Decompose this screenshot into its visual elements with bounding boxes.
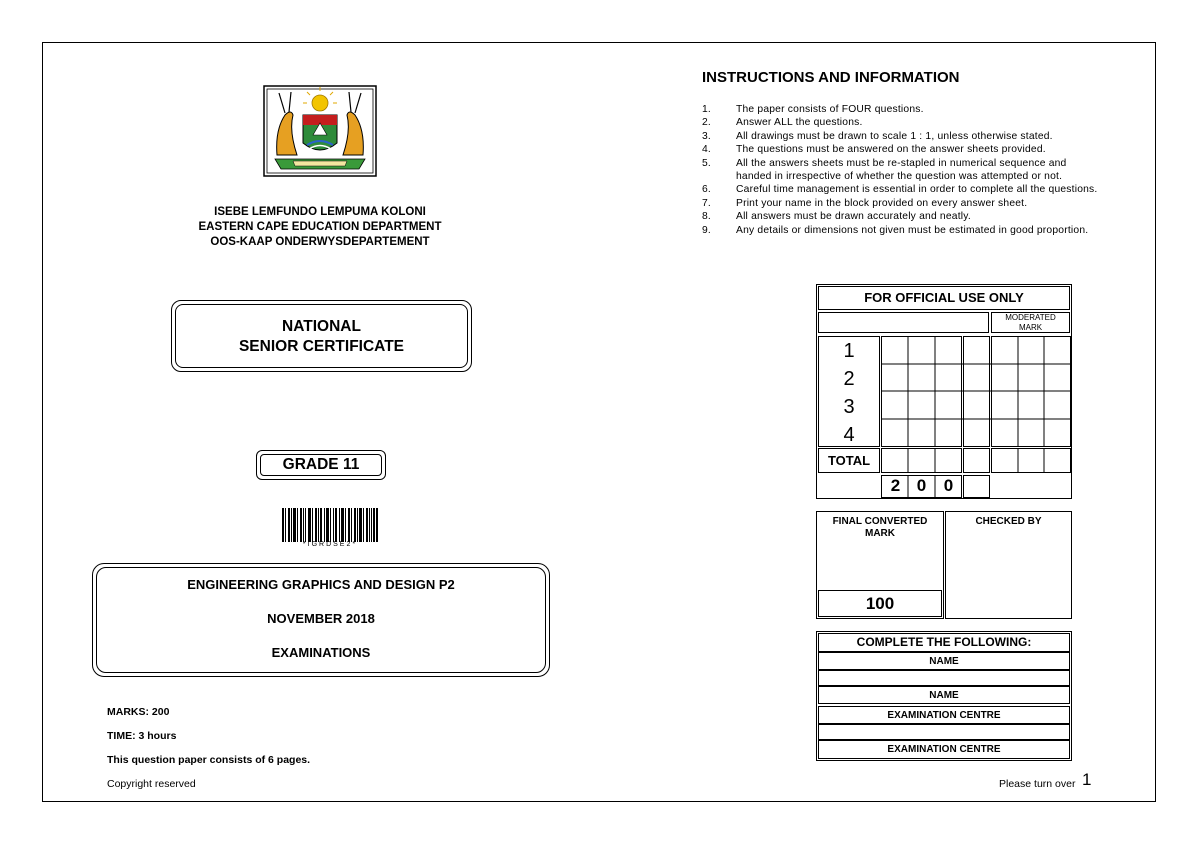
- final-converted-label-1: FINAL CONVERTED: [832, 516, 928, 527]
- instructions-title: INSTRUCTIONS AND INFORMATION: [702, 69, 960, 86]
- official-title: FOR OFFICIAL USE ONLY: [864, 290, 1024, 305]
- name-field-1[interactable]: [818, 670, 1070, 686]
- checked-by-label: CHECKED BY: [975, 516, 1042, 527]
- official-blank-cell: [818, 312, 989, 333]
- question-number: 4: [843, 424, 855, 446]
- barcode-image: [282, 508, 378, 542]
- name-footer-cell: [818, 686, 1070, 704]
- certificate-line-2: SENIOR CERTIFICATE: [238, 338, 405, 355]
- total-digit: 0: [916, 476, 927, 495]
- page-number: 1: [1082, 770, 1092, 789]
- centre-field-1[interactable]: [818, 724, 1070, 740]
- certificate-title: [171, 317, 472, 357]
- name-label-bottom: NAME: [929, 690, 959, 701]
- grade-label: GRADE 11: [282, 456, 360, 473]
- please-turn-over: Please turn over: [999, 778, 1076, 790]
- moderated-mark-header: [991, 312, 1070, 333]
- pages-note: This question paper consists of 6 pages.: [107, 754, 311, 766]
- copyright-note: Copyright reserved: [107, 778, 196, 790]
- centre-header-cell: [818, 706, 1070, 724]
- subject-title: ENGINEERING GRAPHICS AND DESIGN P2: [187, 577, 455, 592]
- final-mark-cell: [818, 590, 942, 617]
- centre-label-bottom: EXAMINATION CENTRE: [887, 744, 1001, 755]
- official-title-cell: [818, 286, 1070, 310]
- complete-title: COMPLETE THE FOLLOWING:: [856, 635, 1032, 649]
- exam-type: EXAMINATIONS: [271, 645, 371, 660]
- centre-label-top: EXAMINATION CENTRE: [887, 710, 1001, 721]
- coat-of-arms-logo: [263, 85, 377, 177]
- name-header-cell: [818, 652, 1070, 670]
- total-digit: 0: [943, 476, 954, 495]
- time-label: TIME: 3 hours: [107, 730, 177, 742]
- question-number: 3: [843, 396, 855, 418]
- name-label-top: NAME: [929, 656, 959, 667]
- final-converted-label-2: MARK: [865, 528, 895, 539]
- department-line-xhosa: ISEBE LEMFUNDO LEMPUMA KOLONI: [214, 206, 426, 218]
- barcode-text: *IGRDSE2*: [302, 541, 358, 548]
- final-mark-value: 100: [865, 594, 895, 613]
- certificate-line-1: NATIONAL: [282, 318, 361, 335]
- complete-title-cell: [818, 633, 1070, 652]
- moderated-label-2: MARK: [1018, 323, 1043, 332]
- question-number: 1: [843, 340, 855, 362]
- moderated-label-1: MODERATED: [1005, 313, 1056, 322]
- total-label: TOTAL: [827, 453, 871, 468]
- total-digit: 2: [890, 476, 901, 495]
- centre-footer-cell: [818, 740, 1070, 759]
- question-number: 2: [843, 368, 855, 390]
- checked-by-frame: [945, 511, 1072, 619]
- marks-label: MARKS: 200: [107, 706, 170, 718]
- department-line-afrikaans: OOS-KAAP ONDERWYSDEPARTEMENT: [210, 236, 430, 248]
- department-line-english: EASTERN CAPE EDUCATION DEPARTMENT: [198, 221, 442, 233]
- exam-session: NOVEMBER 2018: [267, 611, 375, 626]
